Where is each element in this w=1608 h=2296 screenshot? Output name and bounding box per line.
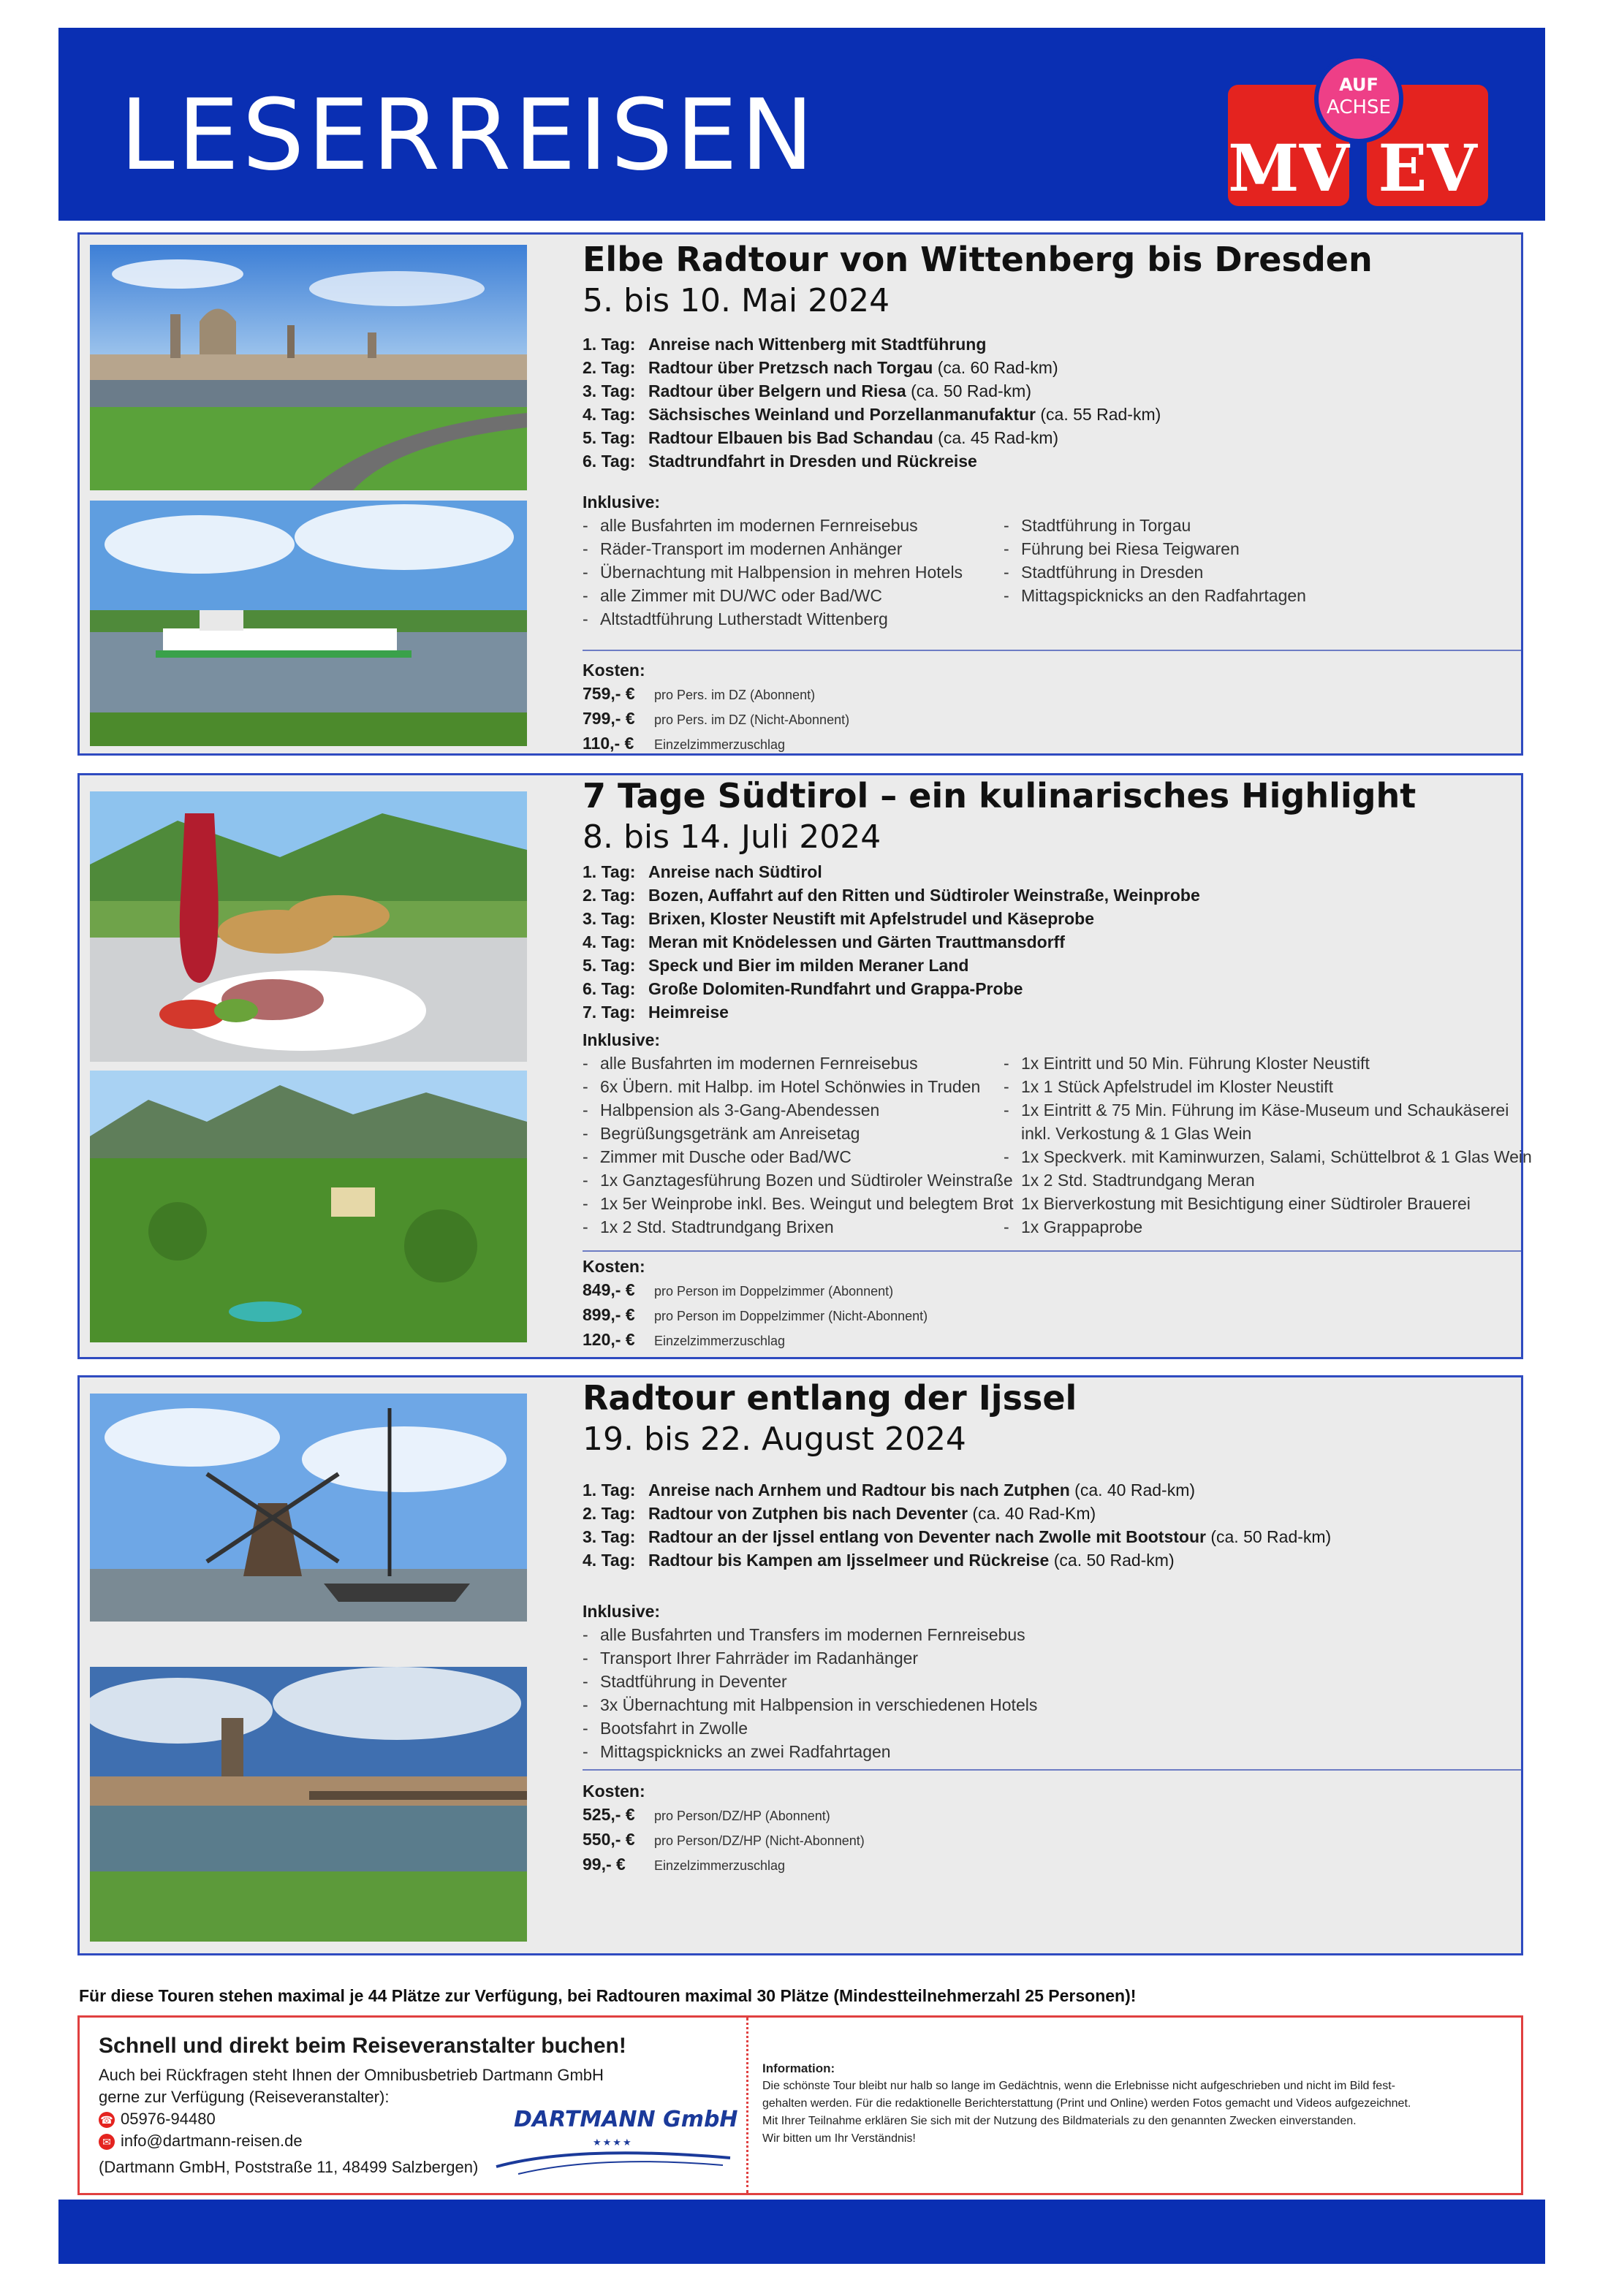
info-line: Mit Ihrer Teilnahme erklären Sie sich mit der Nutzung des Bildmaterials zu den genannten Zwecken einverstanden. <box>762 2115 1357 2127</box>
email-icon: ✉ <box>99 2134 115 2150</box>
contact-line: gerne zur Verfügung (Reiseveranstalter): <box>99 2088 390 2106</box>
itinerary-day <box>583 1548 1521 1572</box>
trip-date: 5. bis 10. Mai 2024 <box>583 282 890 319</box>
price-desc: pro Person/DZ/HP (Abonnent) <box>654 1809 830 1823</box>
inclusive-title: Inklusive: <box>583 493 661 512</box>
inclusive-item: - Stadtführung in Deventer <box>583 1670 1521 1693</box>
footer-bar <box>58 2200 1545 2264</box>
inclusive-item: - 6x Übern. mit Halbp. im Hotel Schönwies in Truden <box>583 1075 1014 1098</box>
trip-title: Elbe Radtour von Wittenberg bis Dresden <box>583 240 1373 279</box>
phone-icon: ☎ <box>99 2112 115 2128</box>
photo-suedtirol-landscape <box>90 1071 527 1342</box>
email-row <box>99 2130 303 2152</box>
price-row <box>583 1803 1521 1828</box>
day-text: Bozen, Auffahrt auf den Ritten und Südtiroler Weinstraße, Weinprobe <box>648 886 1200 905</box>
day-label: 3. Tag: <box>583 1527 636 1546</box>
day-text: Heimreise <box>648 1003 729 1022</box>
costs-title: Kosten: <box>583 1257 645 1276</box>
address: (Dartmann GmbH, Poststraße 11, 48499 Salzbergen) <box>99 2158 479 2176</box>
day-text: Speck und Bier im milden Meraner Land <box>648 956 969 975</box>
day-label: 2. Tag: <box>583 886 636 905</box>
day-extra: (ca. 55 Rad-km) <box>1036 405 1161 424</box>
inclusive-item: - Altstadtführung Lutherstadt Wittenberg <box>583 607 963 631</box>
day-text: Radtour von Zutphen bis nach Deventer <box>648 1504 968 1523</box>
inclusive-item: - 1x Eintritt & 75 Min. Führung im Käse-Museum und Schaukäserei <box>1004 1098 1532 1122</box>
phone-row <box>99 2108 216 2130</box>
day-text: Radtour über Belgern und Riesa <box>648 381 906 400</box>
trip-title: Radtour entlang der Ijssel <box>583 1378 1077 1418</box>
ev-logo-text: EV <box>1378 130 1477 206</box>
day-extra: (ca. 50 Rad-km) <box>906 381 1031 400</box>
price-amount: 899,- € <box>583 1305 635 1324</box>
price-desc: pro Person im Doppelzimmer (Nicht-Abonnent) <box>654 1309 928 1323</box>
itinerary <box>583 1478 1521 1572</box>
inclusive-item: - Mittagspicknicks an zwei Radfahrtagen <box>583 1740 1521 1763</box>
itinerary-day <box>583 379 1521 403</box>
itinerary <box>583 860 1521 1024</box>
itinerary-day <box>583 954 1521 977</box>
day-label: 1. Tag: <box>583 862 636 881</box>
inclusive-item: - alle Busfahrten und Transfers im modernen Fernreisebus <box>583 1623 1521 1646</box>
trip-content <box>583 1377 1521 1763</box>
email-link[interactable]: info@dartmann-reisen.de <box>121 2132 303 2150</box>
day-label: 1. Tag: <box>583 335 636 354</box>
itinerary-day <box>583 1502 1521 1525</box>
section-divider <box>583 650 1521 651</box>
inclusive-item: - 1x Grappaprobe <box>1004 1215 1532 1239</box>
day-label: 4. Tag: <box>583 405 636 424</box>
day-text: Anreise nach Südtirol <box>648 862 822 881</box>
price-desc: pro Pers. im DZ (Nicht-Abonnent) <box>654 712 850 727</box>
inclusive-title: Inklusive: <box>583 1602 661 1621</box>
inclusive-item: - 3x Übernachtung mit Halbpension in verschiedenen Hotels <box>583 1693 1521 1717</box>
trip-content <box>583 239 1521 631</box>
box-divider <box>746 2018 748 2193</box>
price-amount: 525,- € <box>583 1805 635 1824</box>
itinerary-day <box>583 930 1521 954</box>
inclusive-item: - 1x 1 Stück Apfelstrudel im Kloster Neustift <box>1004 1075 1532 1098</box>
day-label: 1. Tag: <box>583 1480 636 1499</box>
inclusive-item: - 1x 5er Weinprobe inkl. Bes. Weingut und belegtem Brot <box>583 1192 1014 1215</box>
info-line: gehalten werden. Für die redaktionelle Berichterstattung (Print und Online) werden Fotos gemacht und Videos aufgezeichnet. <box>762 2097 1411 2110</box>
price-desc: pro Pers. im DZ (Abonnent) <box>654 688 816 702</box>
price-desc: pro Person im Doppelzimmer (Abonnent) <box>654 1284 894 1299</box>
price-amount: 849,- € <box>583 1280 635 1299</box>
trip-date: 19. bis 22. August 2024 <box>583 1421 966 1458</box>
price-desc: Einzelzimmerzuschlag <box>654 1334 786 1348</box>
itinerary-day <box>583 977 1521 1000</box>
itinerary-day <box>583 449 1521 473</box>
inclusive-list <box>583 1623 1521 1763</box>
price-amount: 759,- € <box>583 684 635 703</box>
price-row <box>583 1828 1521 1852</box>
price-amount: 110,- € <box>583 734 634 753</box>
day-extra: (ca. 50 Rad-km) <box>1049 1551 1175 1570</box>
day-label: 2. Tag: <box>583 1504 636 1523</box>
photo-deventer <box>90 1667 527 1942</box>
day-text: Radtour an der Ijssel entlang von Deventer nach Zwolle mit Bootstour <box>648 1527 1206 1546</box>
itinerary-day <box>583 907 1521 930</box>
day-label: 3. Tag: <box>583 381 636 400</box>
inclusive-item: - Mittagspicknicks an den Radfahrtagen <box>1004 584 1306 607</box>
inclusive-item: - 1x Eintritt und 50 Min. Führung Kloster Neustift <box>1004 1052 1532 1075</box>
day-text: Stadtrundfahrt in Dresden und Rückreise <box>648 452 977 471</box>
itinerary-day <box>583 883 1521 907</box>
day-label: 6. Tag: <box>583 452 636 471</box>
contact-line: Auch bei Rückfragen steht Ihnen der Omnibusbetrieb Dartmann GmbH <box>99 2066 604 2084</box>
day-extra: (ca. 40 Rad-Km) <box>968 1504 1096 1523</box>
day-label: 2. Tag: <box>583 358 636 377</box>
inclusive-item: - Räder-Transport im modernen Anhänger <box>583 537 963 560</box>
day-label: 4. Tag: <box>583 932 636 951</box>
day-text: Anreise nach Wittenberg mit Stadtführung <box>648 335 987 354</box>
header-bar <box>58 28 1545 221</box>
badge-line2: ACHSE <box>1327 96 1391 118</box>
inclusive-title: Inklusive: <box>583 1030 661 1049</box>
day-label: 3. Tag: <box>583 909 636 928</box>
day-label: 7. Tag: <box>583 1003 636 1022</box>
photo-windmill <box>90 1394 527 1622</box>
inclusive-item: - Stadtführung in Dresden <box>1004 560 1306 584</box>
price-amount: 99,- € <box>583 1855 626 1874</box>
inclusive-item: - Zimmer mit Dusche oder Bad/WC <box>583 1145 1014 1168</box>
price-desc: pro Person/DZ/HP (Nicht-Abonnent) <box>654 1833 865 1848</box>
availability-note: Für diese Touren stehen maximal je 44 Plätze zur Verfügung, bei Radtouren maximal 30 Plätze (Mindestteilnehmerzahl 25 Personen)! <box>79 1986 1137 2005</box>
inclusive-item: - 1x Speckverk. mit Kaminwurzen, Salami, Schüttelbrot & 1 Glas Wein <box>1004 1145 1532 1168</box>
costs-title: Kosten: <box>583 1782 645 1801</box>
day-text: Radtour über Pretzsch nach Torgau <box>648 358 933 377</box>
itinerary-day <box>583 426 1521 449</box>
mv-logo-text: MV <box>1228 130 1349 206</box>
inclusive-item: - alle Busfahrten im modernen Fernreisebus <box>583 1052 1014 1075</box>
inclusive-item: - alle Busfahrten im modernen Fernreisebus <box>583 514 963 537</box>
day-label: 5. Tag: <box>583 956 636 975</box>
itinerary-day <box>583 1478 1521 1502</box>
phone-number[interactable]: 05976-94480 <box>121 2110 216 2128</box>
trip-card-ijssel <box>77 1375 1523 1955</box>
day-text: Sächsisches Weinland und Porzellanmanufaktur <box>648 405 1036 424</box>
section-divider <box>583 1769 1521 1771</box>
trip-date: 8. bis 14. Juli 2024 <box>583 818 881 856</box>
trip-card-suedtirol <box>77 773 1532 1359</box>
inclusive-item: - 1x 2 Std. Stadtrundgang Meran <box>1004 1168 1532 1192</box>
booking-title: Schnell und direkt beim Reiseveranstalter buchen! <box>99 2034 626 2058</box>
day-extra: (ca. 50 Rad-km) <box>1205 1527 1332 1546</box>
inclusive-item: - Begrüßungsgetränk am Anreisetag <box>583 1122 1014 1145</box>
day-text: Anreise nach Arnhem und Radtour bis nach Zutphen <box>648 1480 1070 1499</box>
day-text: Meran mit Knödelessen und Gärten Trauttmansdorff <box>648 932 1065 951</box>
inclusive-item: - 1x Ganztagesführung Bozen und Südtiroler Weinstraße <box>583 1168 1014 1192</box>
price-row <box>583 1852 1521 1877</box>
day-extra: (ca. 60 Rad-km) <box>933 358 1058 377</box>
inclusive-item: - Stadtführung in Torgau <box>1004 514 1306 537</box>
day-label: 4. Tag: <box>583 1551 636 1570</box>
price-desc: Einzelzimmerzuschlag <box>654 1858 786 1873</box>
day-text: Radtour Elbauen bis Bad Schandau <box>648 428 933 447</box>
day-text: Radtour bis Kampen am Ijsselmeer und Rückreise <box>648 1551 1050 1570</box>
photo-elbe-ferry <box>90 501 527 746</box>
itinerary-day <box>583 1000 1521 1024</box>
costs <box>583 1779 1521 1877</box>
price-desc: Einzelzimmerzuschlag <box>654 737 786 752</box>
price-amount: 799,- € <box>583 709 635 728</box>
price-amount: 120,- € <box>583 1330 635 1349</box>
info-line: Die schönste Tour bleibt nur halb so lange im Gedächtnis, wenn die Erlebnisse nicht aufgeschrieben und nicht im Bild fest- <box>762 2080 1395 2092</box>
price-row <box>583 1328 1521 1353</box>
dartmann-logo <box>489 2105 737 2186</box>
dartmann-stars: ★★★★ <box>593 2137 633 2148</box>
costs <box>583 1255 1521 1353</box>
info-text <box>762 2060 1508 2148</box>
inclusive-item: - 1x 2 Std. Stadtrundgang Brixen <box>583 1215 1014 1239</box>
trip-content <box>583 775 1532 1239</box>
inclusive-item: - Bootsfahrt in Zwolle <box>583 1717 1521 1740</box>
info-title: Information: <box>762 2061 835 2075</box>
inclusive-item: - 1x Bierverkostung mit Besichtigung einer Südtiroler Brauerei <box>1004 1192 1532 1215</box>
trip-title: 7 Tage Südtirol – ein kulinarisches Highlight <box>583 776 1417 816</box>
booking-box <box>77 2015 1523 2195</box>
day-extra: (ca. 40 Rad-km) <box>1069 1480 1196 1499</box>
auf-achse-badge <box>1314 54 1403 143</box>
itinerary-day <box>583 356 1521 379</box>
day-text: Große Dolomiten-Rundfahrt und Grappa-Probe <box>648 979 1023 998</box>
itinerary-day <box>583 332 1521 356</box>
inclusive-item: inkl. Verkostung & 1 Glas Wein <box>1021 1124 1252 1143</box>
day-extra: (ca. 45 Rad-km) <box>933 428 1059 447</box>
price-row <box>583 682 1521 707</box>
itinerary-day <box>583 860 1521 883</box>
info-line: Wir bitten um Ihr Verständnis! <box>762 2132 916 2145</box>
itinerary <box>583 332 1521 473</box>
price-row <box>583 707 1521 731</box>
costs-title: Kosten: <box>583 661 645 680</box>
inclusive-list <box>583 1052 1532 1239</box>
inclusive-item: - alle Zimmer mit DU/WC oder Bad/WC <box>583 584 963 607</box>
costs <box>583 658 1521 756</box>
photo-dresden-skyline <box>90 245 527 490</box>
inclusive-item: - Halbpension als 3-Gang-Abendessen <box>583 1098 1014 1122</box>
dartmann-logo-text: DARTMANN GmbH <box>514 2107 738 2132</box>
day-text: Brixen, Kloster Neustift mit Apfelstrudel und Käseprobe <box>648 909 1095 928</box>
page-title: LESERREISEN <box>120 78 817 192</box>
day-label: 5. Tag: <box>583 428 636 447</box>
price-row <box>583 731 1521 756</box>
trip-card-elbe <box>77 232 1523 756</box>
photo-suedtirol-picnic <box>90 791 527 1062</box>
inclusive-list <box>583 514 1521 631</box>
badge-line1: AUF <box>1339 75 1378 95</box>
inclusive-item: - Führung bei Riesa Teigwaren <box>1004 537 1306 560</box>
price-row <box>583 1278 1521 1303</box>
day-label: 6. Tag: <box>583 979 636 998</box>
itinerary-day <box>583 403 1521 426</box>
price-row <box>583 1303 1521 1328</box>
inclusive-item: - Transport Ihrer Fahrräder im Radanhänger <box>583 1646 1521 1670</box>
price-amount: 550,- € <box>583 1830 635 1849</box>
section-divider <box>583 1250 1521 1252</box>
inclusive-item: - Übernachtung mit Halbpension in mehren Hotels <box>583 560 963 584</box>
itinerary-day <box>583 1525 1521 1548</box>
